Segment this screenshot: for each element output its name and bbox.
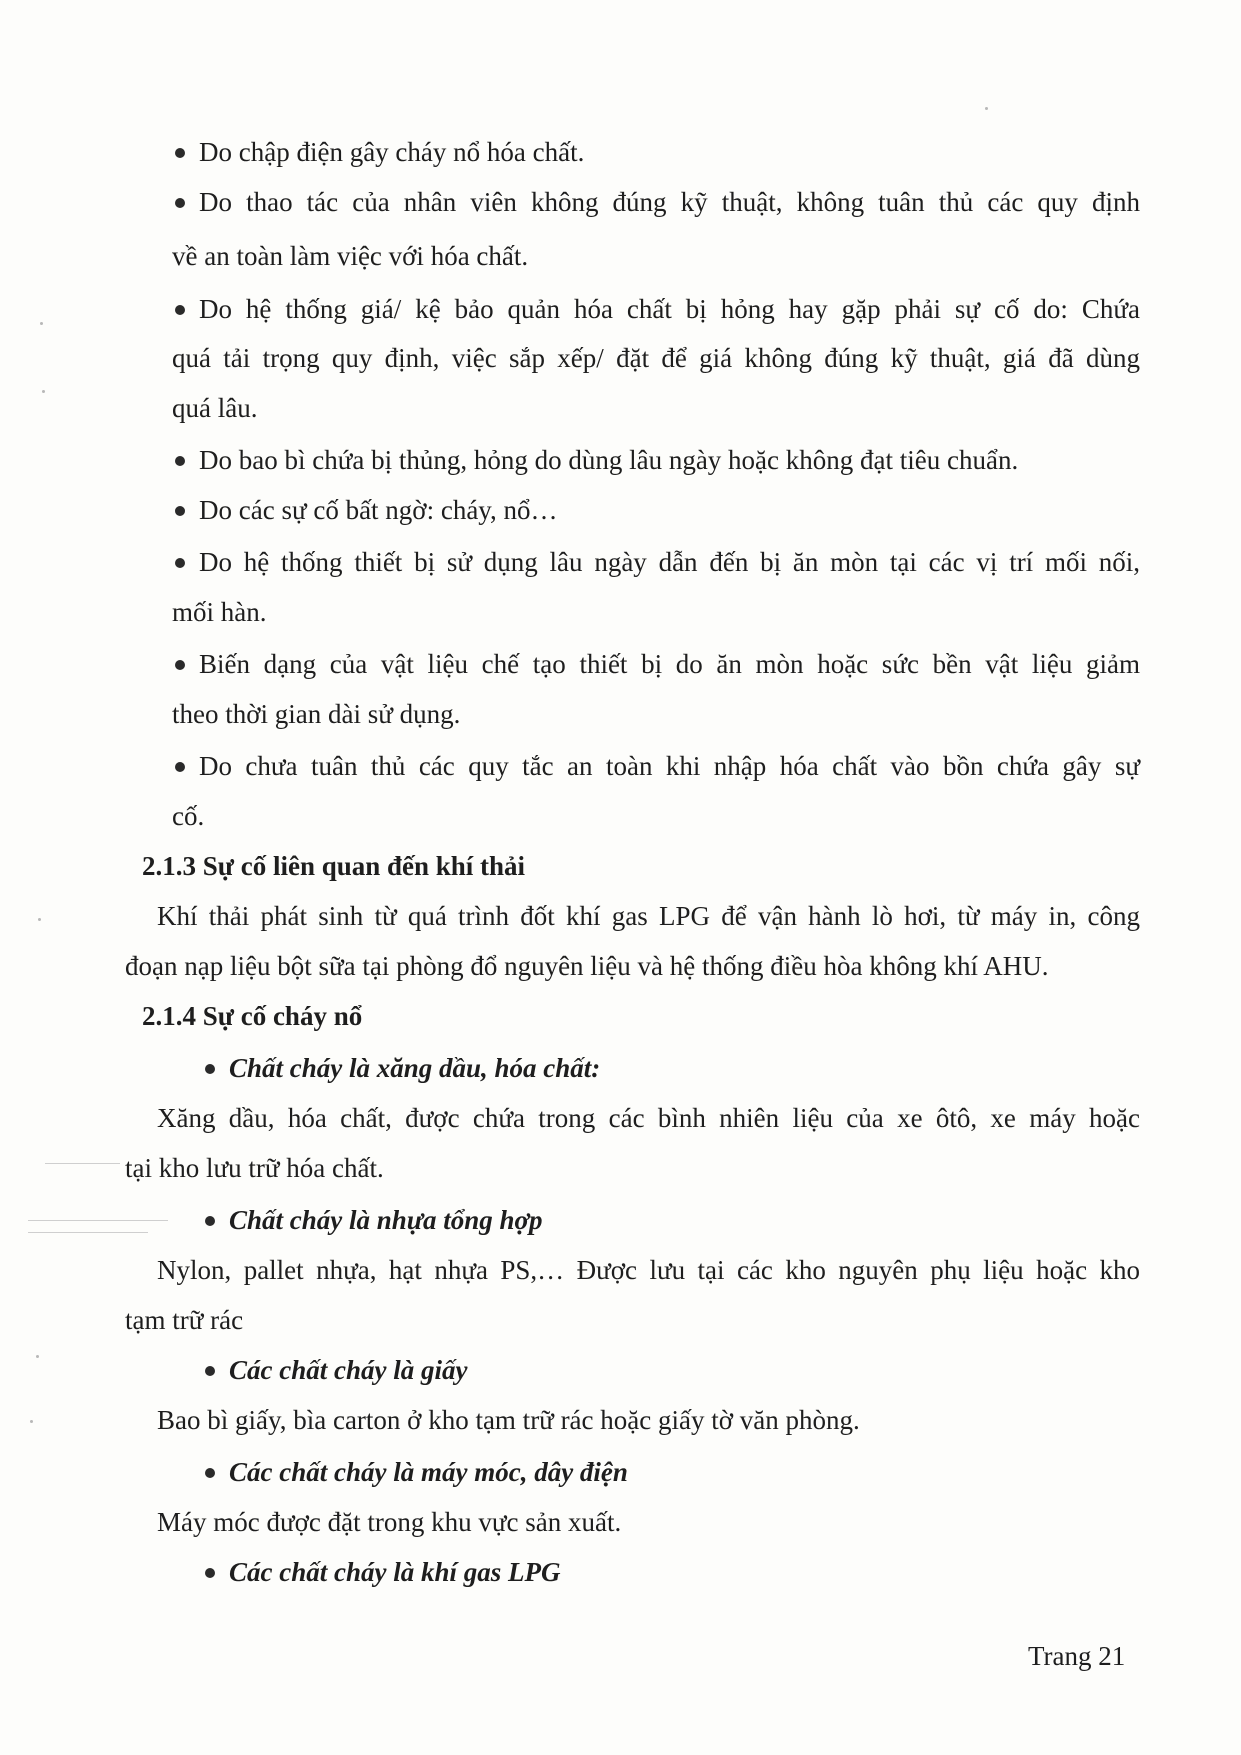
bullet-item: Do chưa tuân thủ các quy tắc an toàn khi nhập hóa chất vào bồn chứa gây sự — [175, 750, 1140, 782]
paragraph-line: Khí thải phát sinh từ quá trình đốt khí gas LPG để vận hành lò hơi, từ máy in, công — [157, 901, 1140, 931]
bullet-dot-icon — [175, 305, 185, 315]
scan-artifact — [985, 107, 988, 110]
paragraph-line: Máy móc được đặt trong khu vực sản xuất. — [157, 1507, 622, 1537]
scan-artifact — [38, 918, 41, 921]
paragraph-line: tạm trữ rác — [125, 1305, 244, 1335]
bullet-dot-icon — [205, 1064, 215, 1074]
section-heading-2-1-3: 2.1.3 Sự cố liên quan đến khí thải — [142, 851, 526, 881]
bullet-dot-icon — [205, 1216, 215, 1226]
bullet-item: Do thao tác của nhân viên không đúng kỹ thuật, không tuân thủ các quy định — [175, 186, 1140, 218]
bullet-dot-icon — [175, 148, 185, 158]
bullet-item: Do các sự cố bất ngờ: cháy, nổ… — [175, 494, 558, 526]
bullet-item-continuation: theo thời gian dài sử dụng. — [172, 699, 461, 729]
bullet-dot-icon — [175, 506, 185, 516]
scan-artifact — [30, 1420, 33, 1423]
scan-artifact — [28, 1220, 168, 1221]
scan-artifact — [45, 1163, 120, 1164]
bullet-item-continuation: về an toàn làm việc với hóa chất. — [172, 241, 529, 271]
bullet-dot-icon — [205, 1468, 215, 1478]
scan-artifact — [28, 1232, 148, 1233]
scan-artifact — [40, 322, 43, 325]
section-heading-2-1-4: 2.1.4 Sự cố cháy nổ — [142, 1001, 363, 1031]
scan-artifact — [42, 390, 45, 393]
bullet-item-continuation: mối hàn. — [172, 597, 267, 627]
subheading-item: Chất cháy là xăng dầu, hóa chất: — [205, 1052, 600, 1084]
bullet-dot-icon — [175, 660, 185, 670]
bullet-item-continuation: cố. — [172, 801, 205, 831]
bullet-dot-icon — [175, 456, 185, 466]
bullet-dot-icon — [175, 762, 185, 772]
page-number: Trang 21 — [1028, 1641, 1126, 1671]
subheading-item: Các chất cháy là máy móc, dây điện — [205, 1456, 628, 1488]
paragraph-line: tại kho lưu trữ hóa chất. — [125, 1153, 384, 1183]
bullet-item: Do hệ thống thiết bị sử dụng lâu ngày dẫn đến bị ăn mòn tại các vị trí mối nối, — [175, 546, 1140, 578]
bullet-item-continuation: quá lâu. — [172, 393, 258, 423]
bullet-item: Do hệ thống giá/ kệ bảo quản hóa chất bị hỏng hay gặp phải sự cố do: Chứa — [175, 293, 1140, 325]
scan-artifact — [36, 1355, 39, 1358]
bullet-dot-icon — [205, 1568, 215, 1578]
paragraph-line: Bao bì giấy, bìa carton ở kho tạm trữ rác hoặc giấy tờ văn phòng. — [157, 1405, 860, 1435]
paragraph-line: đoạn nạp liệu bột sữa tại phòng đổ nguyên liệu và hệ thống điều hòa không khí AHU. — [125, 951, 1049, 981]
paragraph-line: Nylon, pallet nhựa, hạt nhựa PS,… Được lưu tại các kho nguyên phụ liệu hoặc kho — [157, 1255, 1140, 1285]
bullet-dot-icon — [205, 1366, 215, 1376]
bullet-item-continuation: quá tải trọng quy định, việc sắp xếp/ đặt để giá không đúng kỹ thuật, giá đã dùng — [172, 343, 1140, 373]
bullet-dot-icon — [175, 558, 185, 568]
bullet-item: Do bao bì chứa bị thủng, hỏng do dùng lâu ngày hoặc không đạt tiêu chuẩn. — [175, 444, 1018, 476]
bullet-item: Biến dạng của vật liệu chế tạo thiết bị do ăn mòn hoặc sức bền vật liệu giảm — [175, 648, 1140, 680]
subheading-item: Các chất cháy là khí gas LPG — [205, 1556, 561, 1588]
subheading-item: Các chất cháy là giấy — [205, 1354, 467, 1386]
subheading-item: Chất cháy là nhựa tổng hợp — [205, 1204, 543, 1236]
paragraph-line: Xăng dầu, hóa chất, được chứa trong các bình nhiên liệu của xe ôtô, xe máy hoặc — [157, 1103, 1140, 1133]
bullet-dot-icon — [175, 198, 185, 208]
bullet-item: Do chập điện gây cháy nổ hóa chất. — [175, 136, 584, 168]
